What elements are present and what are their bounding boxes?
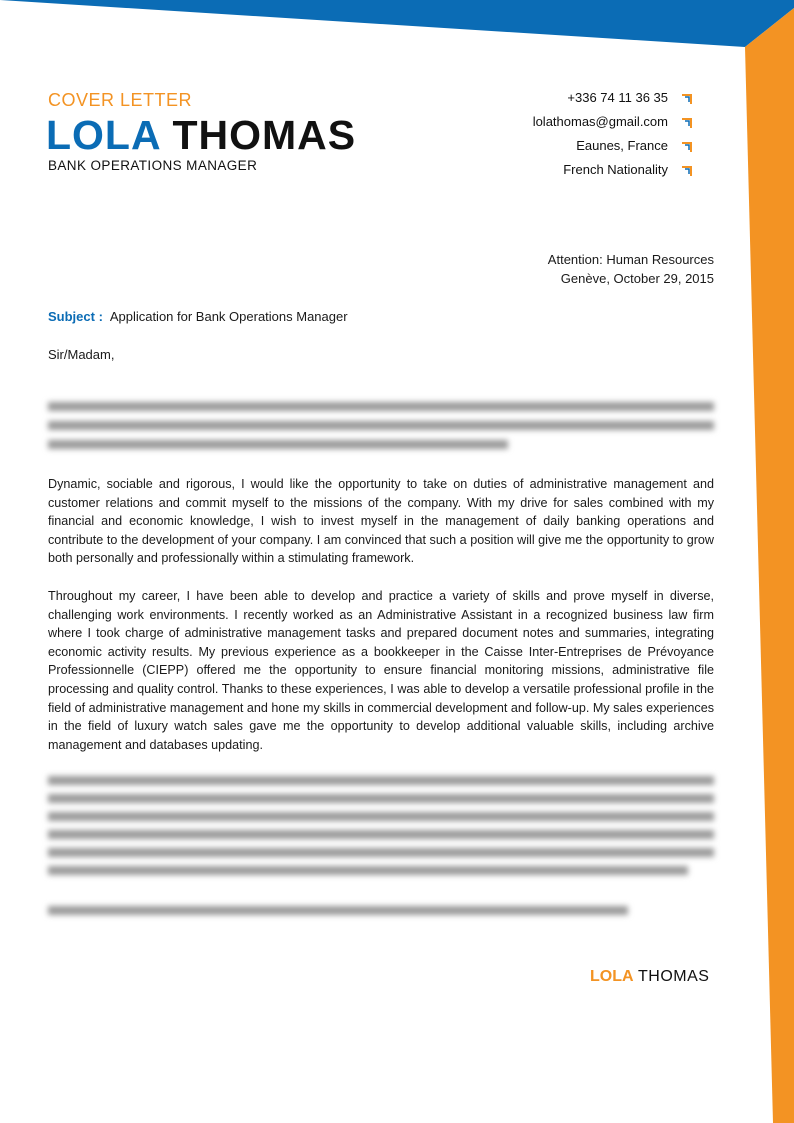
body-paragraph-2: Dynamic, sociable and rigorous, I would like the opportunity to take on duties of administrative management and customer relations and commit myself to the missions of the company. With my drive for sales combined with my financial and economic knowledge, I wish to invest myself in the management of daily banking operations and contribute to the development of your company. I am convinced that such a position will give me the opportunity to grow both personally and professionally within a stimulating framework. — [48, 477, 714, 566]
applicant-first-name: LOLA — [46, 112, 161, 158]
blurred-paragraph-4 — [48, 772, 714, 922]
signature-last-name: THOMAS — [638, 968, 710, 985]
body-paragraph-3: Throughout my career, I have been able to develop and practice a variety of skills and prove myself in diverse, challenging work environments. I recently worked as an Administrative Assistant in a recognized business law firm where I took charge of administrative management tasks and prepared document notes and summaries, integrating economic activity results. My previous experience as a bookkeeper in the Caisse Inter-Entreprises de Prévoyance Professionnelle (CIEPP) offered me the opportunity to ensure financial monitoring missions, administrative file processing and quality control. Thanks to these experiences, I was able to develop a versatile professional profile in the field of administrative management and hone my skills in commercial development and follow-up. My sales experiences in the field of luxury watch sales gave me the opportunity to develop additional valuable skills, including archive management and databases updating. — [48, 589, 714, 752]
subject-label: Subject : — [48, 309, 103, 324]
document-type-label: COVER LETTER — [48, 90, 193, 110]
right-orange-band — [745, 8, 794, 1123]
applicant-last-name: THOMAS — [172, 112, 357, 158]
nationality-bullet-icon — [681, 166, 693, 178]
top-blue-band — [0, 0, 794, 47]
blurred-paragraph-1 — [48, 398, 714, 458]
place-and-date: Genève, October 29, 2015 — [560, 271, 714, 286]
job-title: BANK OPERATIONS MANAGER — [48, 158, 258, 173]
email-bullet-icon — [681, 118, 693, 130]
signature-first-name: LOLA — [590, 968, 634, 985]
recipient-attention: Attention: Human Resources — [547, 252, 714, 267]
subject-text: Application for Bank Operations Manager — [109, 309, 348, 324]
subject-line — [48, 309, 348, 324]
contact-location: Eaunes, France — [576, 138, 668, 153]
contact-nationality: French Nationality — [563, 162, 668, 177]
contact-phone: +336 74 11 36 35 — [567, 90, 668, 105]
location-bullet-icon — [681, 142, 693, 154]
signature — [590, 968, 709, 986]
contact-email: lolathomas@gmail.com — [532, 114, 668, 129]
phone-bullet-icon — [681, 94, 693, 106]
salutation: Sir/Madam, — [48, 347, 115, 362]
applicant-name — [46, 112, 356, 159]
